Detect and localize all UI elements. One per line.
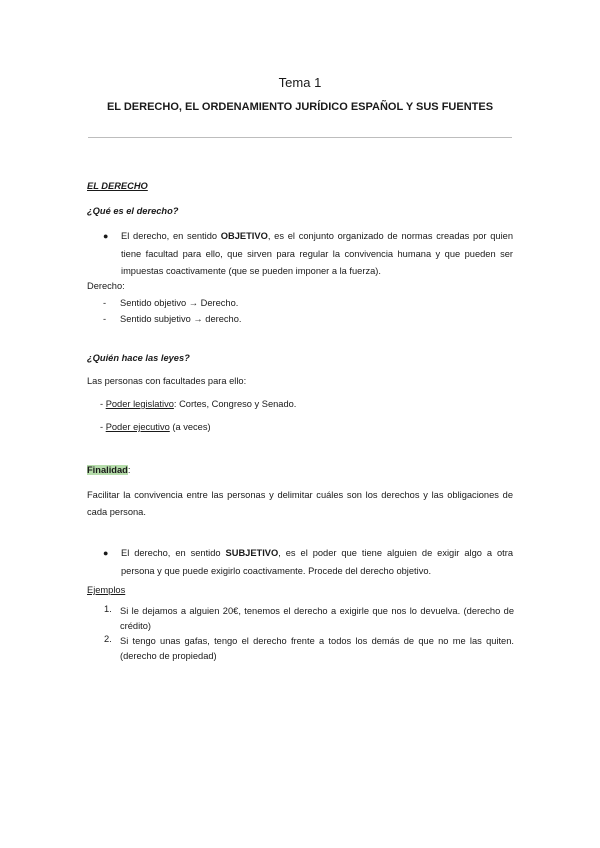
persons-intro: Las personas con facultades para ello: bbox=[87, 376, 247, 386]
topic-heading: Tema 1 bbox=[278, 75, 322, 90]
sense-item-2: - Sentido subjetivo → derecho. bbox=[103, 314, 242, 324]
objective-bullet-text: El derecho, en sentido OBJETIVO, es el conjunto organizado de normas creadas por quien tiene facultad para ello, que sirven para regular la convivencia humana y que pueden ser impuestas coactivamente (que se pueden imponer a la fuerza). bbox=[121, 231, 513, 276]
example-item-1: 1. Si le dejamos a alguien 20€, tenemos el derecho a exigirle que nos lo devuelva. (derecho de crédito) bbox=[104, 604, 514, 631]
bullet-icon: ● bbox=[103, 231, 109, 241]
sense-item-1: - Sentido objetivo → Derecho. bbox=[103, 298, 239, 308]
examples-heading: Ejemplos bbox=[87, 585, 126, 595]
finalidad-text: Facilitar la convivencia entre las personas y delimitar cuáles son los derechos y las obligaciones de cada persona. bbox=[87, 490, 513, 517]
question-heading-1: ¿Qué es el derecho? bbox=[87, 206, 179, 216]
subjetivo-bold: SUBJETIVO bbox=[225, 548, 279, 558]
finalidad-heading: Finalidad: bbox=[87, 465, 131, 475]
power-item-legislativo: - Poder legislativo: Cortes, Congreso y Senado. bbox=[100, 399, 297, 409]
bullet-icon: ● bbox=[103, 548, 109, 558]
objetivo-bold: OBJETIVO bbox=[220, 231, 268, 241]
section-heading: EL DERECHO bbox=[87, 181, 148, 191]
derecho-label: Derecho: bbox=[87, 281, 125, 291]
power-item-ejecutivo: - Poder ejecutivo (a veces) bbox=[100, 422, 211, 432]
subjective-bullet-text: El derecho, en sentido SUBJETIVO, es el poder que tiene alguien de exigir algo a otra persona y que puede exigirlo coactivamente. Procede del derecho objetivo. bbox=[121, 548, 513, 576]
horizontal-rule bbox=[88, 137, 512, 138]
document-title: EL DERECHO, EL ORDENAMIENTO JURÍDICO ESPAÑOL Y SUS FUENTES bbox=[106, 101, 494, 113]
example-item-2: 2. Si tengo unas gafas, tengo el derecho frente a todos los demás de que no me las quiten. (derecho de propiedad) bbox=[104, 634, 514, 661]
question-heading-2: ¿Quién hace las leyes? bbox=[87, 353, 190, 363]
finalidad-highlight: Finalidad bbox=[87, 465, 128, 475]
